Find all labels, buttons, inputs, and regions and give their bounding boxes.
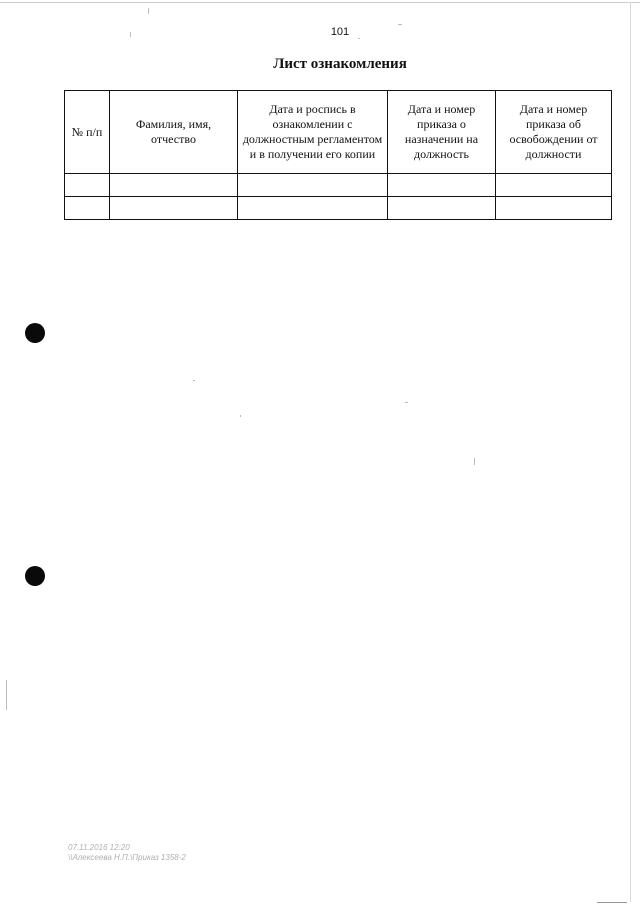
scan-speck	[358, 38, 360, 39]
page-number: 101	[330, 26, 350, 38]
table-cell	[110, 197, 238, 220]
scan-speck	[193, 380, 195, 381]
table-row	[65, 197, 612, 220]
page-edge-bottom	[597, 902, 627, 903]
scan-speck	[148, 8, 149, 14]
page-edge-top	[0, 2, 640, 3]
punch-hole-icon	[25, 566, 45, 586]
table-row	[65, 174, 612, 197]
print-stamp-path: \\Алексеева Н.П.\Приказ 1358-2	[68, 853, 186, 862]
print-stamp	[68, 843, 186, 863]
table-cell	[65, 197, 110, 220]
scan-speck	[240, 415, 241, 417]
table-cell	[388, 197, 496, 220]
scan-speck	[405, 402, 408, 403]
table-header-row	[65, 91, 612, 174]
print-stamp-date: 07.11.2016 12:20	[68, 843, 130, 852]
table-cell	[238, 197, 388, 220]
acknowledgment-table	[64, 90, 612, 220]
header-number: № п/п	[65, 91, 110, 174]
table-cell	[496, 197, 612, 220]
page-edge-right	[630, 2, 631, 902]
punch-hole-icon	[25, 323, 45, 343]
header-appointment-order: Дата и номер приказа о назначении на должность	[388, 91, 496, 174]
table-cell	[110, 174, 238, 197]
table-cell	[65, 174, 110, 197]
table-cell	[388, 174, 496, 197]
scan-speck	[398, 24, 402, 25]
scan-speck	[6, 680, 7, 710]
document-title: Лист ознакомления	[273, 56, 407, 72]
scan-speck	[474, 458, 475, 465]
header-dismissal-order: Дата и номер приказа об освобождении от должности	[496, 91, 612, 174]
table-cell	[238, 174, 388, 197]
table-cell	[496, 174, 612, 197]
header-signature-date: Дата и роспись в ознакомлении с должностным регламентом и в получении его копии	[238, 91, 388, 174]
scan-speck	[130, 32, 131, 37]
header-full-name: Фамилия, имя, отчество	[110, 91, 238, 174]
